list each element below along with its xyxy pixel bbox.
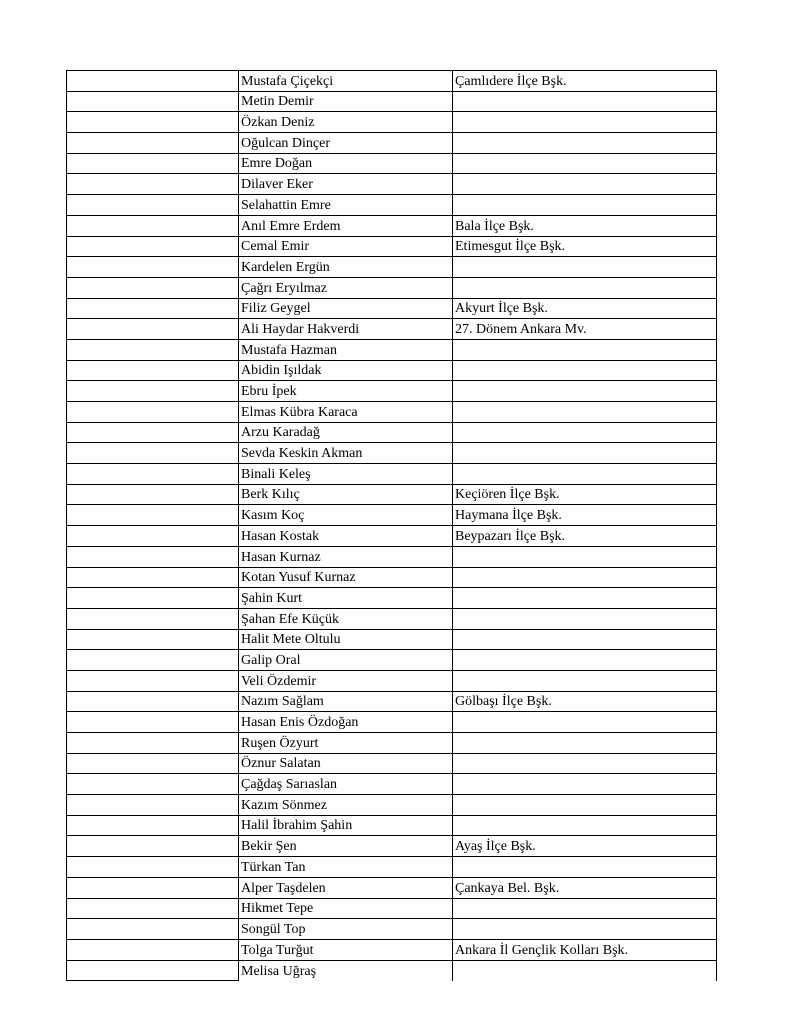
member-title-cell: Akyurt İlçe Bşk. xyxy=(453,298,717,319)
table-row xyxy=(67,298,717,319)
member-title-cell: Ayaş İlçe Bşk. xyxy=(453,836,717,857)
member-name-cell: Hasan Kostak xyxy=(239,526,453,547)
member-title-cell xyxy=(453,174,717,195)
table-row xyxy=(67,546,717,567)
member-title-cell: Çamlıdere İlçe Bşk. xyxy=(453,71,717,92)
member-title-cell xyxy=(453,960,717,981)
member-title-cell: Beypazarı İlçe Bşk. xyxy=(453,526,717,547)
member-title-cell: Haymana İlçe Bşk. xyxy=(453,505,717,526)
blank-cell xyxy=(67,774,239,795)
member-title-cell xyxy=(453,133,717,154)
table-row xyxy=(67,215,717,236)
blank-cell xyxy=(67,484,239,505)
member-name-cell: Çağrı Eryılmaz xyxy=(239,277,453,298)
member-name-cell: Halil İbrahim Şahin xyxy=(239,815,453,836)
member-title-cell xyxy=(453,360,717,381)
blank-cell xyxy=(67,422,239,443)
member-name-cell: Binali Keleş xyxy=(239,464,453,485)
member-name-cell: Elmas Kübra Karaca xyxy=(239,402,453,423)
member-title-cell xyxy=(453,898,717,919)
blank-cell xyxy=(67,71,239,92)
blank-cell xyxy=(67,381,239,402)
table-row xyxy=(67,133,717,154)
blank-cell xyxy=(67,836,239,857)
table-row xyxy=(67,422,717,443)
member-name-cell: Filiz Geygel xyxy=(239,298,453,319)
blank-cell xyxy=(67,339,239,360)
table-row xyxy=(67,505,717,526)
table-row xyxy=(67,339,717,360)
blank-cell xyxy=(67,857,239,878)
table-row xyxy=(67,877,717,898)
member-title-cell xyxy=(453,753,717,774)
member-title-cell xyxy=(453,670,717,691)
blank-cell xyxy=(67,195,239,216)
blank-cell xyxy=(67,733,239,754)
member-title-cell xyxy=(453,422,717,443)
member-name-cell: Sevda Keskin Akman xyxy=(239,443,453,464)
blank-cell xyxy=(67,402,239,423)
blank-cell xyxy=(67,712,239,733)
member-title-cell xyxy=(453,91,717,112)
member-title-cell xyxy=(453,919,717,940)
member-title-cell xyxy=(453,381,717,402)
blank-cell xyxy=(67,112,239,133)
table-row xyxy=(67,608,717,629)
table-row xyxy=(67,795,717,816)
member-name-cell: Metin Demir xyxy=(239,91,453,112)
table-row xyxy=(67,174,717,195)
member-name-cell: Hikmet Tepe xyxy=(239,898,453,919)
table-row xyxy=(67,112,717,133)
member-name-cell: Bekir Şen xyxy=(239,836,453,857)
blank-cell xyxy=(67,629,239,650)
member-name-cell: Özkan Deniz xyxy=(239,112,453,133)
blank-cell xyxy=(67,815,239,836)
member-title-cell xyxy=(453,195,717,216)
blank-cell xyxy=(67,215,239,236)
table-row xyxy=(67,381,717,402)
blank-cell xyxy=(67,877,239,898)
member-name-cell: Alper Taşdelen xyxy=(239,877,453,898)
member-name-cell: Anıl Emre Erdem xyxy=(239,215,453,236)
table-row xyxy=(67,670,717,691)
member-title-cell xyxy=(453,774,717,795)
member-title-cell xyxy=(453,339,717,360)
member-name-cell: Arzu Karadağ xyxy=(239,422,453,443)
table-row xyxy=(67,691,717,712)
member-name-cell: Dilaver Eker xyxy=(239,174,453,195)
table-row xyxy=(67,236,717,257)
table-row xyxy=(67,257,717,278)
blank-cell xyxy=(67,588,239,609)
member-name-cell: Mustafa Çiçekçi xyxy=(239,71,453,92)
member-title-cell xyxy=(453,153,717,174)
member-name-cell: Halit Mete Oltulu xyxy=(239,629,453,650)
member-title-cell: Keçiören İlçe Bşk. xyxy=(453,484,717,505)
member-title-cell xyxy=(453,733,717,754)
table-row xyxy=(67,526,717,547)
blank-cell xyxy=(67,567,239,588)
member-title-cell xyxy=(453,629,717,650)
table-row xyxy=(67,815,717,836)
member-name-cell: Oğulcan Dinçer xyxy=(239,133,453,154)
member-name-cell: Ruşen Özyurt xyxy=(239,733,453,754)
member-title-cell xyxy=(453,857,717,878)
member-title-cell xyxy=(453,795,717,816)
member-table-body xyxy=(67,71,717,981)
member-title-cell xyxy=(453,443,717,464)
member-title-cell: 27. Dönem Ankara Mv. xyxy=(453,319,717,340)
member-name-cell: Songül Top xyxy=(239,919,453,940)
table-row xyxy=(67,857,717,878)
table-row xyxy=(67,629,717,650)
member-name-cell: Şahan Efe Küçük xyxy=(239,608,453,629)
table-row xyxy=(67,650,717,671)
member-name-cell: Ebru İpek xyxy=(239,381,453,402)
member-name-cell: Mustafa Hazman xyxy=(239,339,453,360)
member-name-cell: Cemal Emir xyxy=(239,236,453,257)
member-name-cell: Emre Doğan xyxy=(239,153,453,174)
table-row xyxy=(67,898,717,919)
member-title-cell: Ankara İl Gençlik Kolları Bşk. xyxy=(453,939,717,960)
member-name-cell: Hasan Kurnaz xyxy=(239,546,453,567)
table-row xyxy=(67,91,717,112)
member-title-cell xyxy=(453,402,717,423)
blank-cell xyxy=(67,153,239,174)
member-title-cell xyxy=(453,650,717,671)
member-title-cell xyxy=(453,608,717,629)
table-row xyxy=(67,195,717,216)
member-name-cell: Türkan Tan xyxy=(239,857,453,878)
blank-cell xyxy=(67,133,239,154)
table-row xyxy=(67,402,717,423)
member-name-cell: Ali Haydar Hakverdi xyxy=(239,319,453,340)
blank-cell xyxy=(67,691,239,712)
member-title-cell xyxy=(453,112,717,133)
member-title-cell xyxy=(453,546,717,567)
blank-cell xyxy=(67,795,239,816)
table-row xyxy=(67,319,717,340)
table-row xyxy=(67,939,717,960)
table-row xyxy=(67,919,717,940)
table-row xyxy=(67,712,717,733)
table-row xyxy=(67,960,717,981)
member-name-cell: Şahin Kurt xyxy=(239,588,453,609)
table-row xyxy=(67,836,717,857)
table-row xyxy=(67,443,717,464)
member-name-cell: Kotan Yusuf Kurnaz xyxy=(239,567,453,588)
blank-cell xyxy=(67,753,239,774)
blank-cell xyxy=(67,443,239,464)
blank-cell xyxy=(67,464,239,485)
member-title-cell: Çankaya Bel. Bşk. xyxy=(453,877,717,898)
member-title-cell xyxy=(453,567,717,588)
member-name-cell: Berk Kılıç xyxy=(239,484,453,505)
member-name-cell: Veli Özdemir xyxy=(239,670,453,691)
member-title-cell: Etimesgut İlçe Bşk. xyxy=(453,236,717,257)
blank-cell xyxy=(67,939,239,960)
table-row xyxy=(67,277,717,298)
member-name-cell: Selahattin Emre xyxy=(239,195,453,216)
blank-cell xyxy=(67,546,239,567)
member-name-cell: Kasım Koç xyxy=(239,505,453,526)
blank-cell xyxy=(67,898,239,919)
member-name-cell: Tolga Turğut xyxy=(239,939,453,960)
member-title-cell xyxy=(453,815,717,836)
blank-cell xyxy=(67,360,239,381)
blank-cell xyxy=(67,650,239,671)
member-name-cell: Hasan Enis Özdoğan xyxy=(239,712,453,733)
member-title-cell: Gölbaşı İlçe Bşk. xyxy=(453,691,717,712)
blank-cell xyxy=(67,608,239,629)
member-name-cell: Melisa Uğraş xyxy=(239,960,453,981)
table-row xyxy=(67,774,717,795)
member-name-cell: Abidin Işıldak xyxy=(239,360,453,381)
blank-cell xyxy=(67,91,239,112)
member-title-cell xyxy=(453,588,717,609)
blank-cell xyxy=(67,236,239,257)
table-row xyxy=(67,464,717,485)
member-name-cell: Galip Oral xyxy=(239,650,453,671)
blank-cell xyxy=(67,298,239,319)
blank-cell xyxy=(67,277,239,298)
member-name-cell: Çağdaş Sarıaslan xyxy=(239,774,453,795)
member-title-cell: Bala İlçe Bşk. xyxy=(453,215,717,236)
member-name-cell: Kardelen Ergün xyxy=(239,257,453,278)
blank-cell xyxy=(67,505,239,526)
table-row xyxy=(67,71,717,92)
member-title-cell xyxy=(453,257,717,278)
member-name-cell: Nazım Sağlam xyxy=(239,691,453,712)
blank-cell xyxy=(67,960,239,981)
member-table xyxy=(66,70,717,981)
table-row xyxy=(67,733,717,754)
member-name-cell: Öznur Salatan xyxy=(239,753,453,774)
blank-cell xyxy=(67,526,239,547)
blank-cell xyxy=(67,319,239,340)
blank-cell xyxy=(67,257,239,278)
blank-cell xyxy=(67,670,239,691)
table-row xyxy=(67,153,717,174)
member-title-cell xyxy=(453,277,717,298)
table-row xyxy=(67,360,717,381)
table-row xyxy=(67,753,717,774)
table-row xyxy=(67,484,717,505)
member-title-cell xyxy=(453,712,717,733)
blank-cell xyxy=(67,919,239,940)
table-row xyxy=(67,588,717,609)
member-name-cell: Kazım Sönmez xyxy=(239,795,453,816)
member-title-cell xyxy=(453,464,717,485)
table-row xyxy=(67,567,717,588)
blank-cell xyxy=(67,174,239,195)
